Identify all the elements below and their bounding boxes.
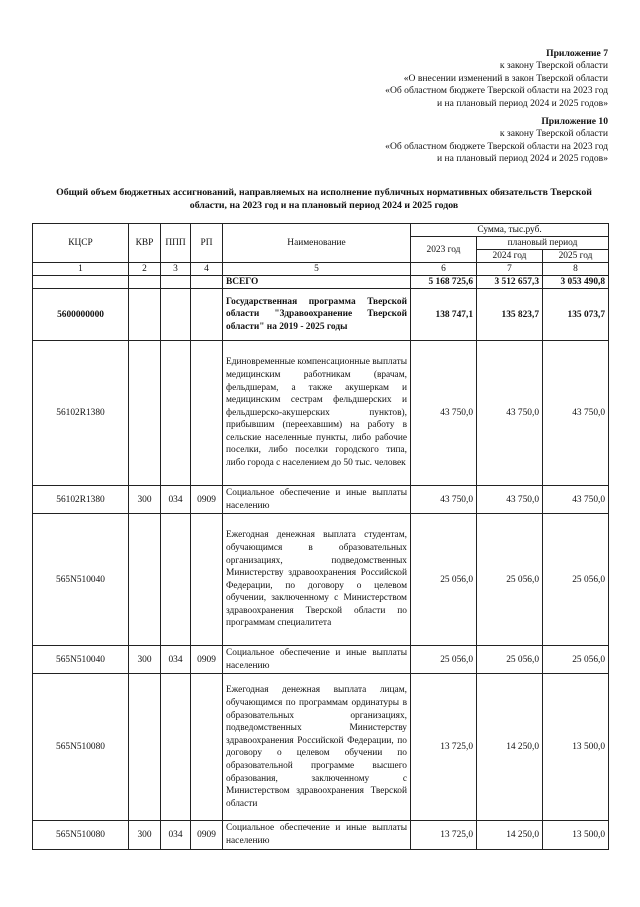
table-row	[33, 674, 609, 821]
row-rp: 0909	[191, 646, 223, 674]
row-2025: 43 750,0	[543, 486, 609, 514]
row-rp: 0909	[191, 486, 223, 514]
row-rp	[191, 289, 223, 341]
table-row	[33, 646, 609, 674]
appendix-7-line: и на плановый период 2024 и 2025 годов»	[437, 97, 608, 109]
header-ppp: ППП	[161, 224, 191, 263]
appendix-10-title: Приложение 10	[541, 116, 608, 127]
row-2024: 43 750,0	[477, 341, 543, 486]
row-name: Ежегодная денежная выплата лицам, обучающимся по программам ординатуры в образовательных организациях, подведомственных Министерству здравоохранения Российской Федерации, по договору о целевом обучении по образовательной программе высшего образования, заключенному с Министерством здравоохранения Тверской области	[223, 674, 411, 821]
header-rp: РП	[191, 224, 223, 263]
appendix-7-line: «Об областном бюджете Тверской области на 2023 год	[385, 85, 608, 97]
header-row	[33, 224, 609, 237]
row-2025: 25 056,0	[543, 514, 609, 646]
row-name: Единовременные компенсационные выплаты медицинским работникам (врачам, фельдшерам, а также акушеркам и медицинским сестрам фельдшерских и фельдшерско-акушерских пунктов), прибывшим (переехавшим) на работу в сельские населенные пункты, либо рабочие поселки, либо поселки городского типа, либо города с населением до 50 тыс. человек	[223, 341, 411, 486]
header-planned-period: плановый период	[477, 237, 609, 250]
appendix-10-line: к закону Тверской области	[499, 128, 608, 140]
row-2023: 138 747,1	[411, 289, 477, 341]
row-2025: 13 500,0	[543, 821, 609, 849]
row-2023: 25 056,0	[411, 646, 477, 674]
header-2023: 2023 год	[411, 237, 477, 263]
row-ppp	[161, 289, 191, 341]
document-title-line-2: области, на 2023 год и на плановый период 2024 и 2025 годов	[189, 200, 459, 211]
row-kvr	[129, 514, 161, 646]
row-name: Социальное обеспечение и иные выплаты населению	[223, 821, 411, 849]
row-ppp: 034	[161, 821, 191, 849]
document-title	[44, 186, 604, 212]
row-2024: 14 250,0	[477, 821, 543, 849]
row-2024: 14 250,0	[477, 674, 543, 821]
row-2023: 13 725,0	[411, 821, 477, 849]
appendix-10-header	[385, 116, 608, 166]
row-kvr: 300	[129, 646, 161, 674]
document-title-line-1: Общий объем бюджетных ассигнований, направляемых на исполнение публичных нормативных обязательств Тверской	[56, 187, 592, 198]
row-2024: 25 056,0	[477, 646, 543, 674]
row-2023: 25 056,0	[411, 514, 477, 646]
row-kcsr: 56102R1380	[33, 341, 129, 486]
row-kvr: 300	[129, 821, 161, 849]
row-2024: 43 750,0	[477, 486, 543, 514]
col-number: 4	[191, 263, 223, 276]
table-row	[33, 514, 609, 646]
row-rp	[191, 674, 223, 821]
row-kvr	[129, 674, 161, 821]
appendix-10-line: «Об областном бюджете Тверской области на 2023 год	[385, 140, 608, 152]
row-kcsr: 565N510040	[33, 514, 129, 646]
row-name: Государственная программа Тверской области "Здравоохранение Тверской области" на 2019 - 2025 годы	[223, 289, 411, 341]
header-sum: Сумма, тыс.руб.	[411, 224, 609, 237]
row-2025: 43 750,0	[543, 341, 609, 486]
row-2024: 25 056,0	[477, 514, 543, 646]
row-2023: 43 750,0	[411, 341, 477, 486]
col-number: 6	[411, 263, 477, 276]
row-kcsr: 5600000000	[33, 289, 129, 341]
col-number: 8	[543, 263, 609, 276]
budget-table	[32, 223, 609, 850]
row-name: Социальное обеспечение и иные выплаты населению	[223, 646, 411, 674]
header-2024: 2024 год	[477, 250, 543, 263]
row-ppp	[161, 514, 191, 646]
col-number: 3	[161, 263, 191, 276]
row-kvr	[129, 289, 161, 341]
row-kvr	[129, 341, 161, 486]
row-ppp	[161, 674, 191, 821]
row-kcsr: 56102R1380	[33, 486, 129, 514]
total-label: ВСЕГО	[223, 276, 411, 289]
table-row	[33, 821, 609, 849]
header-name: Наименование	[223, 224, 411, 263]
header-2025: 2025 год	[543, 250, 609, 263]
row-2023: 43 750,0	[411, 486, 477, 514]
row-2025: 25 056,0	[543, 646, 609, 674]
row-kcsr: 565N510080	[33, 674, 129, 821]
col-number: 7	[477, 263, 543, 276]
row-ppp: 034	[161, 486, 191, 514]
col-number: 2	[129, 263, 161, 276]
row-2024: 135 823,7	[477, 289, 543, 341]
appendix-7-line: «О внесении изменений в закон Тверской области	[403, 72, 608, 84]
row-kvr: 300	[129, 486, 161, 514]
total-2024: 3 512 657,3	[477, 276, 543, 289]
row-rp: 0909	[191, 821, 223, 849]
table-row	[33, 341, 609, 486]
table-row	[33, 289, 609, 341]
appendix-7-line: к закону Тверской области	[499, 60, 608, 72]
header-kvr: КВР	[129, 224, 161, 263]
row-name: Ежегодная денежная выплата студентам, обучающимся в образовательных организациях, подведомственных Министерству здравоохранения Российской Федерации, по договору о целевом обучении, заключенному с Министерством здравоохранения Тверской области по программам специалитета	[223, 514, 411, 646]
header-kcsr: КЦСР	[33, 224, 129, 263]
total-2025: 3 053 490,8	[543, 276, 609, 289]
appendix-10-line: и на плановый период 2024 и 2025 годов»	[437, 153, 608, 165]
column-numbers-row	[33, 263, 609, 276]
table-row	[33, 486, 609, 514]
total-row	[33, 276, 609, 289]
row-kcsr: 565N510080	[33, 821, 129, 849]
appendix-7-header	[385, 48, 608, 110]
row-2025: 135 073,7	[543, 289, 609, 341]
row-rp	[191, 341, 223, 486]
row-ppp	[161, 341, 191, 486]
row-ppp: 034	[161, 646, 191, 674]
appendix-7-title: Приложение 7	[546, 48, 608, 59]
row-2025: 13 500,0	[543, 674, 609, 821]
row-rp	[191, 514, 223, 646]
row-kcsr: 565N510040	[33, 646, 129, 674]
col-number: 5	[223, 263, 411, 276]
total-2023: 5 168 725,6	[411, 276, 477, 289]
row-2023: 13 725,0	[411, 674, 477, 821]
col-number: 1	[33, 263, 129, 276]
row-name: Социальное обеспечение и иные выплаты населению	[223, 486, 411, 514]
